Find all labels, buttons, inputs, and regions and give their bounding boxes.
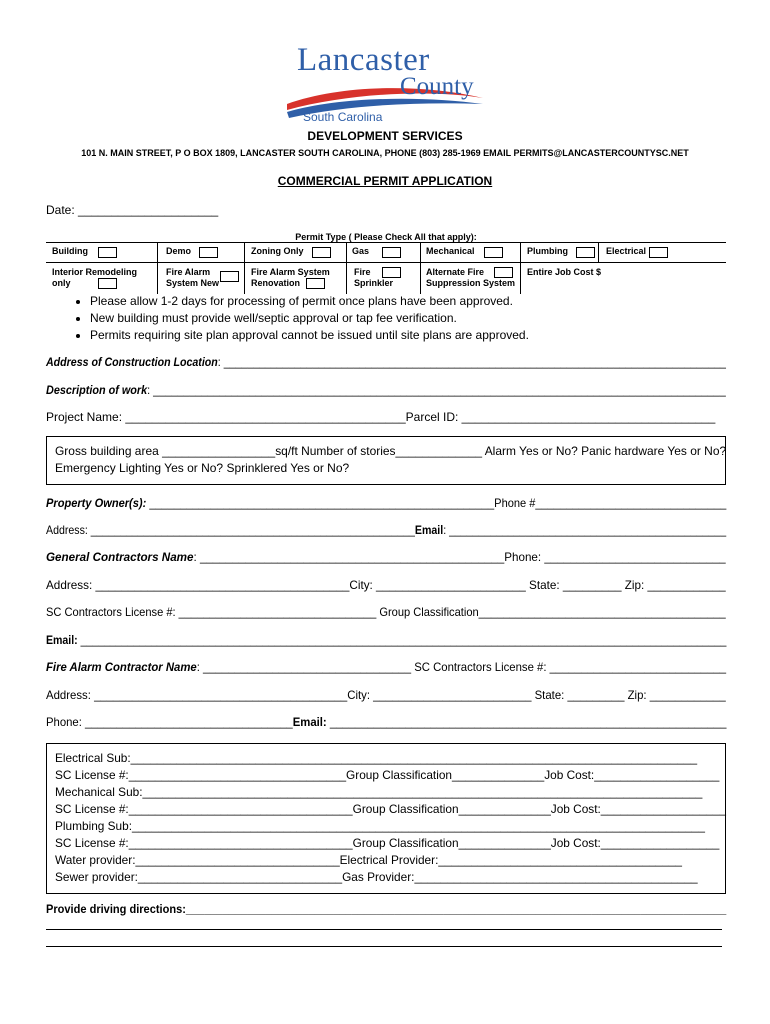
demo-checkbox[interactable] (199, 247, 218, 258)
fire-address-field[interactable]: Address: ________________________________________City: _________________________ State: _________ Zip: ____________ (46, 688, 726, 702)
fire-sprinkler-checkbox[interactable] (382, 267, 401, 278)
sub-line[interactable]: SC License #:__________________________________Group Classification______________Job Cost:___________________ (55, 802, 726, 816)
mechanical-checkbox[interactable] (484, 247, 503, 258)
sub-line[interactable]: Sewer provider:_______________________________Gas Provider:___________________________________________ (55, 870, 698, 884)
gc-email-field[interactable]: Email: ______________________________________________________________________________________________________________ (46, 633, 727, 647)
sub-line[interactable]: Plumbing Sub:_______________________________________________________________________________________ (55, 819, 705, 833)
form-title: COMMERCIAL PERMIT APPLICATION (277, 174, 493, 188)
gross-building-line[interactable]: Gross building area _________________sq/ft Number of stories_____________ Alarm Yes or No? Panic hardware Yes or No? (55, 444, 727, 458)
owner-address-field[interactable]: Address: _______________________________________________________Email: _______________________________________________ (46, 523, 727, 537)
driving-directions-field[interactable]: Provide driving directions:________________________________________________________________________________________ (46, 902, 727, 916)
interior-remodeling-checkbox[interactable] (98, 278, 117, 289)
logo-county: County (400, 73, 474, 100)
instruction-item: • Please allow 1-2 days for processing of permit once plans have been approved. (90, 293, 529, 310)
sub-line[interactable]: SC License #:__________________________________Group Classification______________Job Cost:__________________ (55, 836, 720, 850)
permit-building[interactable]: Building (52, 246, 88, 256)
date-field[interactable]: Date: _____________________ (46, 203, 219, 217)
permit-type-table (46, 228, 726, 294)
subcontractors-list (55, 750, 726, 886)
department-title: DEVELOPMENT SERVICES (307, 129, 463, 143)
directions-line-2[interactable] (46, 929, 722, 930)
gc-license-field[interactable]: SC Contractors License #: ________________________________ Group Classification________________________________________ (46, 605, 726, 619)
permit-fire-alarm-new[interactable]: Fire Alarm System New (166, 267, 220, 288)
alternate-fire-checkbox[interactable] (494, 267, 513, 278)
fire-alarm-renovation-checkbox[interactable] (306, 278, 325, 289)
permit-plumbing[interactable]: Plumbing (527, 246, 568, 256)
permit-fire-sprinkler[interactable]: Fire Sprinkler (354, 267, 394, 288)
description-of-work-field[interactable]: Description of work: _______________________________________________________________________________________________ (46, 383, 726, 397)
permit-interior-remodeling[interactable]: Interior Remodeling only (52, 267, 138, 288)
instruction-item: • New building must provide well/septic approval or tap fee verification. (90, 310, 529, 327)
gas-checkbox[interactable] (382, 247, 401, 258)
plumbing-checkbox[interactable] (576, 247, 595, 258)
project-name-field[interactable]: Project Name: __________________________________________Parcel ID: ______________________________________ (46, 410, 716, 424)
permit-mechanical[interactable]: Mechanical (426, 246, 475, 256)
fire-alarm-new-checkbox[interactable] (220, 271, 239, 282)
general-contractor-field[interactable]: General Contractors Name: _______________________________________________Phone: ____________________________ (46, 550, 726, 564)
instruction-item: • Permits requiring site plan approval cannot be issued until site plans are approved. (90, 327, 529, 344)
permit-gas[interactable]: Gas (352, 246, 370, 256)
directions-line-3[interactable] (46, 946, 722, 947)
property-owner-field[interactable]: Property Owner(s): ________________________________________________________Phone #_______________________________ (46, 496, 727, 510)
fire-alarm-contractor-field[interactable]: Fire Alarm Contractor Name: _________________________________ SC Contractors License #: ____________________________ (46, 660, 727, 674)
logo-south-carolina: South Carolina (303, 110, 383, 124)
permit-fire-alarm-renovation[interactable]: Fire Alarm System Renovation (251, 267, 330, 288)
electrical-checkbox[interactable] (649, 247, 668, 258)
permit-type-heading: Permit Type ( Please Check All that apply): (295, 232, 477, 242)
department-address: 101 N. MAIN STREET, P O BOX 1809, LANCASTER SOUTH CAROLINA, PHONE (803) 285-1969 EMAIL PERMITS@LANCASTERCOUNTYSC.NET (81, 148, 689, 158)
logo-lancaster: Lancaster (297, 42, 430, 78)
sub-line[interactable]: Mechanical Sub:_____________________________________________________________________________________ (55, 785, 703, 799)
fire-phone-field[interactable]: Phone: _________________________________Email: _______________________________________________________________ (46, 715, 727, 729)
entire-job-cost[interactable]: Entire Job Cost $ (527, 267, 602, 277)
sub-line[interactable]: SC License #:_________________________________Group Classification______________Job Cost:___________________ (55, 768, 720, 782)
sub-line[interactable]: Water provider:_______________________________Electrical Provider:_____________________________________ (55, 853, 683, 867)
gc-address-field[interactable]: Address: _______________________________________City: _______________________ State: _________ Zip: ____________ (46, 578, 726, 592)
sub-line[interactable]: Electrical Sub:______________________________________________________________________________________ (55, 751, 698, 765)
permit-zoning[interactable]: Zoning Only (251, 246, 304, 256)
emergency-lighting-line[interactable]: Emergency Lighting Yes or No? Sprinklered Yes or No? (55, 461, 350, 475)
permit-electrical[interactable]: Electrical (606, 246, 647, 256)
county-logo (283, 40, 493, 130)
zoning-checkbox[interactable] (312, 247, 331, 258)
building-checkbox[interactable] (98, 247, 117, 258)
permit-demo[interactable]: Demo (166, 246, 192, 256)
permit-alternate-fire[interactable]: Alternate Fire Suppression System (426, 267, 516, 288)
instructions-list (46, 293, 529, 344)
construction-address-field[interactable]: Address of Construction Location: _____________________________________________________________________________________ (46, 355, 726, 369)
